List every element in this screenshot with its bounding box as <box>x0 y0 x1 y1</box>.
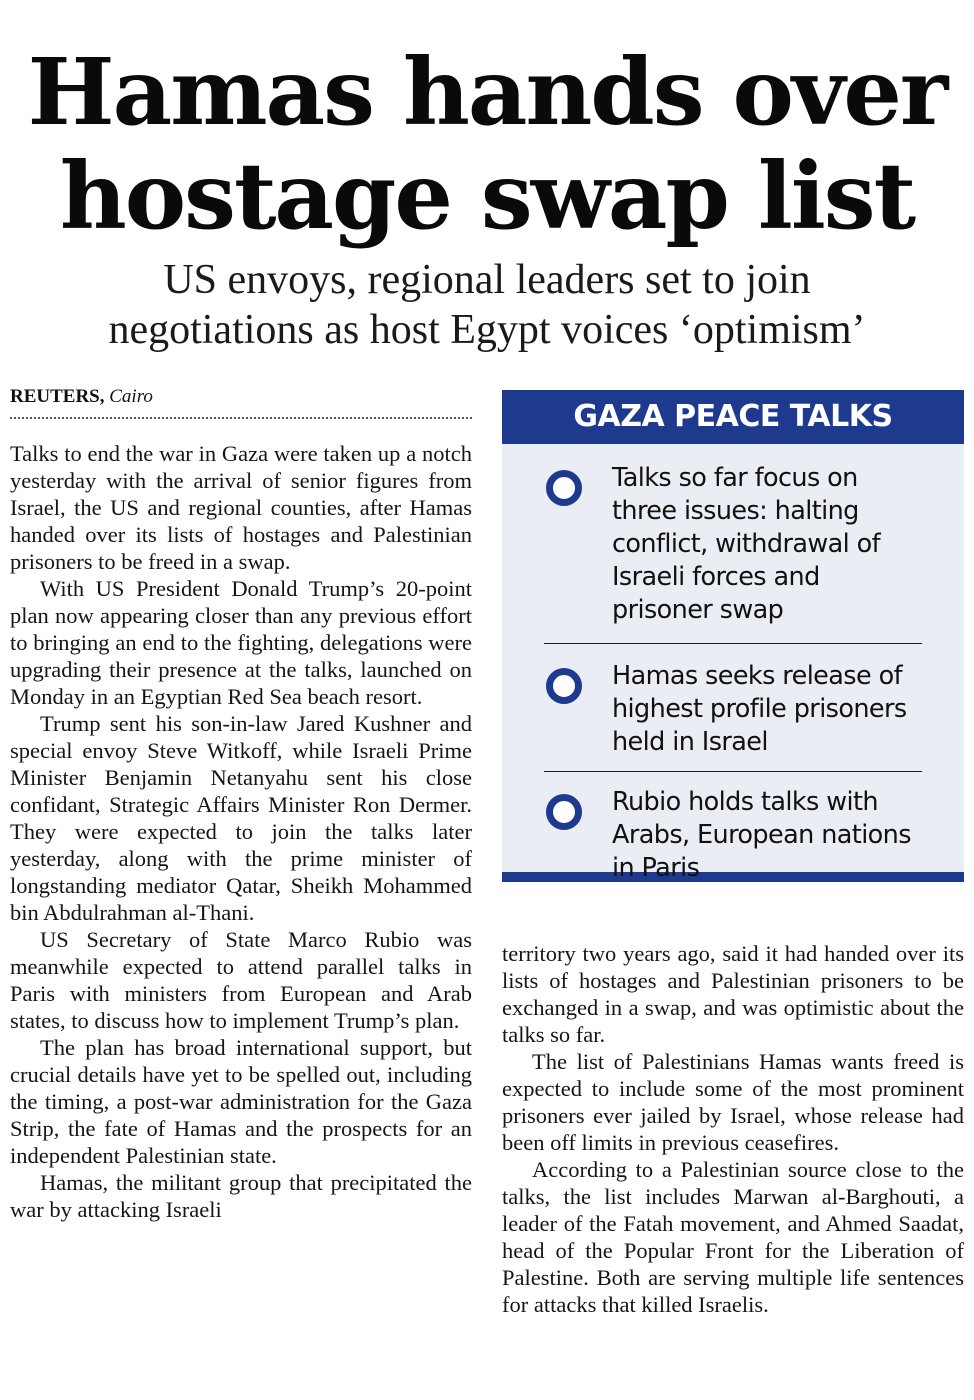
article-column-right <box>502 940 964 1318</box>
article-paragraph: According to a Palestinian source close to the talks, the list includes Marwan al-Barghouti, a leader of the Fatah movement, and Ahmed Saadat, head of the Popular Front for the Liberation of Palestine. Both are serving multiple life sentences for attacks that killed Israelis. <box>502 1157 964 1317</box>
subheadline-line-2: negotiations as host Egypt voices ‘optimism’ <box>108 307 866 353</box>
factbox-item <box>544 644 922 772</box>
article-column-left <box>10 440 472 1223</box>
circle-bullet-icon <box>546 668 582 704</box>
circle-bullet-icon <box>546 470 582 506</box>
factbox-item <box>544 772 922 885</box>
factbox-item-text: Hamas seeks release of highest profile prisoners held in Israel <box>612 661 907 757</box>
article-paragraph-continued: territory two years ago, said it had handed over its lists of hostages and Palestinian prisoners to be exchanged in a swap, and was optimistic about the talks so far. <box>502 941 964 1047</box>
subheadline-line-1: US envoys, regional leaders set to join <box>163 257 811 303</box>
factbox-item-text: Rubio holds talks with Arabs, European nations in Paris <box>612 787 911 883</box>
headline-line-2: hostage swap list <box>59 142 915 250</box>
article-paragraph: Hamas, the militant group that precipitated the war by attacking Israeli <box>10 1170 472 1222</box>
headline <box>0 40 974 248</box>
circle-bullet-icon <box>546 794 582 830</box>
subheadline <box>0 255 974 355</box>
article-paragraph: US Secretary of State Marco Rubio was meanwhile expected to attend parallel talks in Paris with ministers from European and Arab states, to discuss how to implement Trump’s plan. <box>10 927 472 1033</box>
byline-agency: REUTERS, <box>10 386 105 407</box>
factbox-item <box>544 444 922 644</box>
byline <box>10 386 472 419</box>
byline-location: Cairo <box>109 386 153 407</box>
article-paragraph: The list of Palestinians Hamas wants freed is expected to include some of the most prominent prisoners ever jailed by Israel, whose release had been off limits in previous ceasefires. <box>502 1049 964 1155</box>
article-paragraph: Trump sent his son-in-law Jared Kushner and special envoy Steve Witkoff, while Israeli Prime Minister Benjamin Netanyahu sent his close confidant, Strategic Affairs Minister Ron Dermer. They were expected to join the talks later yesterday, along with the prime minister of longstanding mediator Qatar, Sheikh Mohammed bin Abdulrahman al-Thani. <box>10 711 472 925</box>
headline-line-1: Hamas hands over <box>27 38 947 146</box>
factbox-title: GAZA PEACE TALKS <box>502 390 964 444</box>
article-paragraph: The plan has broad international support, but crucial details have yet to be spelled out, including the timing, a post-war administration for the Gaza Strip, the fate of Hamas and the prospects for an independent Palestinian state. <box>10 1035 472 1168</box>
article-paragraph: Talks to end the war in Gaza were taken up a notch yesterday with the arrival of senior figures from Israel, the US and regional counties, after Hamas handed over its lists of hostages and Palestinian prisoners to be freed in a swap. <box>10 441 472 574</box>
factbox-gaza-peace-talks <box>502 390 964 882</box>
factbox-item-text: Talks so far focus on three issues: halting conflict, withdrawal of Israeli forces and prisoner swap <box>612 463 881 625</box>
article-paragraph: With US President Donald Trump’s 20-point plan now appearing closer than any previous effort to bringing an end to the fighting, delegations were upgrading their presence at the talks, launched on Monday in an Egyptian Red Sea beach resort. <box>10 576 472 709</box>
